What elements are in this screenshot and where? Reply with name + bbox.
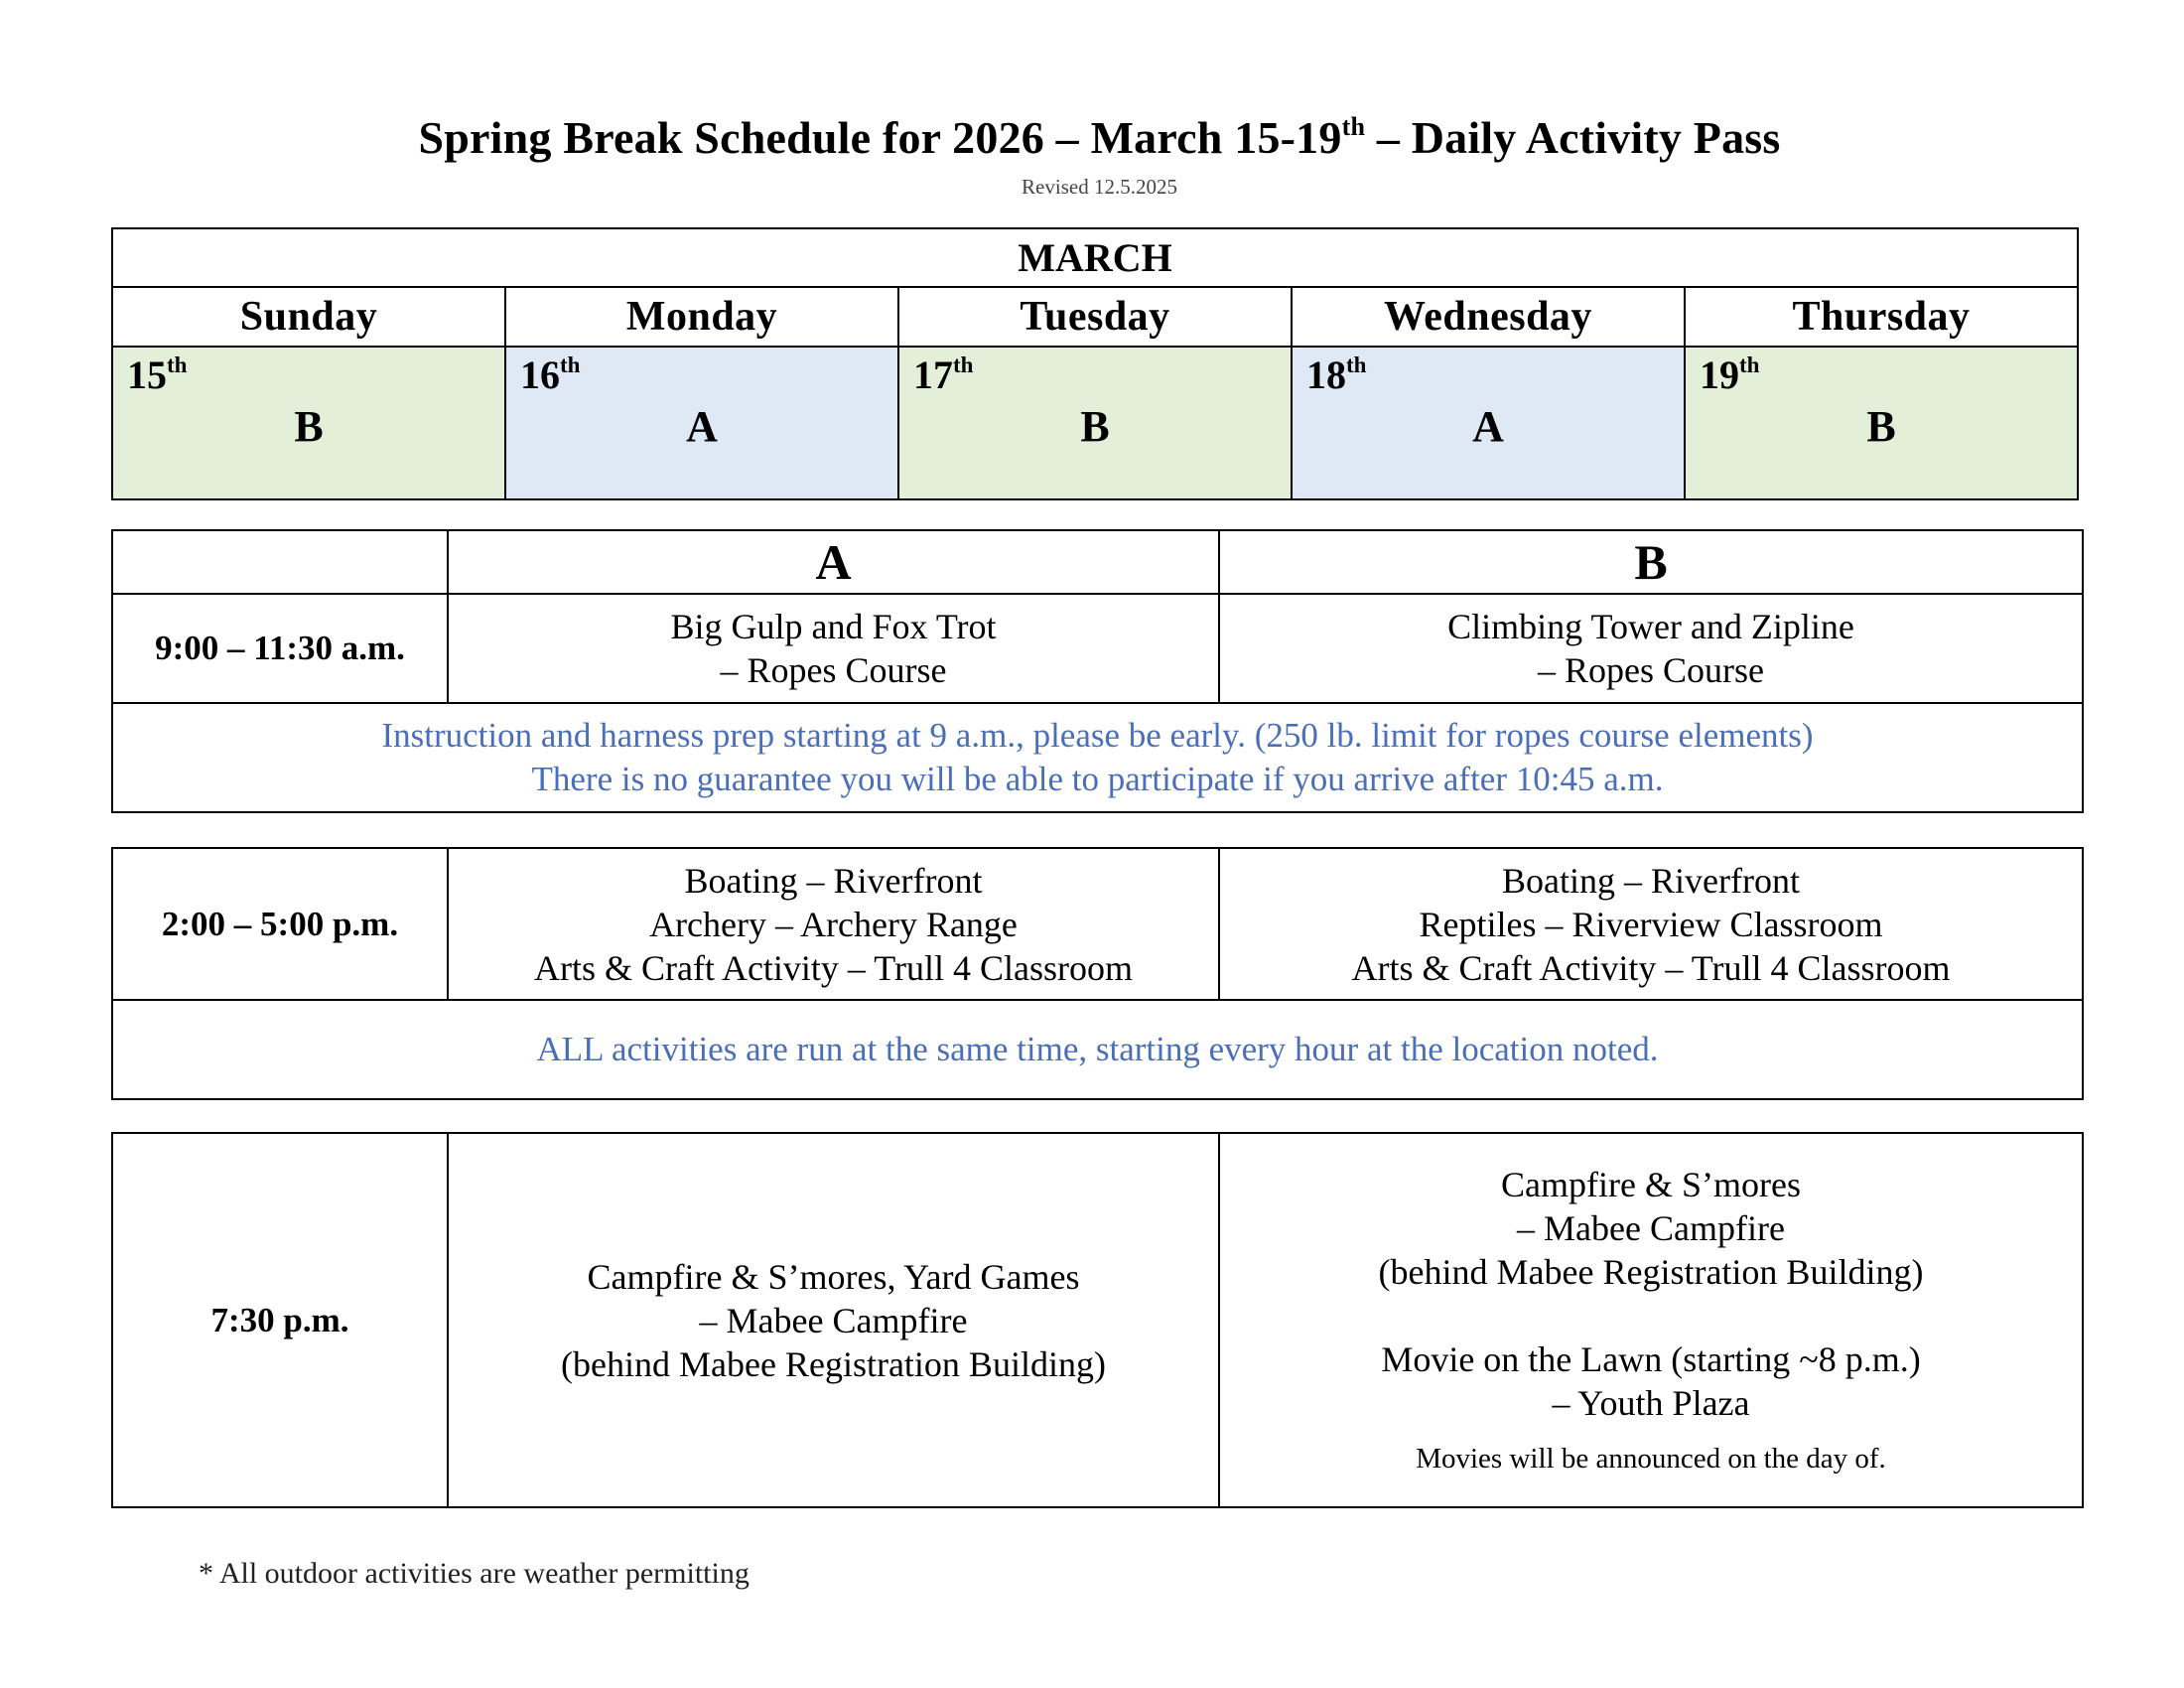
evening-schedule-table [111, 1132, 2084, 1508]
date-number: 17th [913, 352, 974, 397]
day-type: A [686, 402, 718, 451]
morning-a-activities [448, 594, 1219, 703]
activity-line: Boating – Riverfront [1502, 860, 1800, 901]
activity-line: (behind Mabee Registration Building) [561, 1343, 1106, 1384]
month-header: MARCH [112, 228, 2078, 287]
day-name-tuesday: Tuesday [898, 287, 1292, 347]
date-number: 16th [520, 352, 581, 397]
day-name-thursday: Thursday [1685, 287, 2078, 347]
day-type: B [294, 402, 324, 451]
afternoon-a-activities [448, 848, 1219, 1000]
evening-b-activities [1219, 1133, 2083, 1507]
note-line: Instruction and harness prep starting at 9 a.m., please be early. (250 lb. limit for ropes course elements) [381, 716, 1814, 755]
activity-line: Arts & Craft Activity – Trull 4 Classroom [533, 947, 1134, 988]
day-cell-16 [505, 347, 898, 499]
page-title: Spring Break Schedule for 2026 – March 15-19th – Daily Activity Pass [418, 112, 1781, 163]
day-type: A [1472, 402, 1504, 451]
day-cell-15 [112, 347, 505, 499]
afternoon-note: ALL activities are run at the same time, starting every hour at the location noted. [112, 1000, 2083, 1099]
activity-line: Big Gulp and Fox Trot [670, 607, 997, 646]
day-type: B [1866, 402, 1896, 451]
morning-note [112, 703, 2083, 812]
afternoon-schedule-table [111, 847, 2084, 1100]
weather-footnote: * All outdoor activities are weather permitting [199, 1557, 750, 1590]
column-b-header: B [1219, 530, 2083, 594]
day-name-wednesday: Wednesday [1292, 287, 1685, 347]
activity-line: – Mabee Campfire [699, 1300, 968, 1340]
day-cell-19 [1685, 347, 2078, 499]
morning-time: 9:00 – 11:30 a.m. [112, 594, 448, 703]
note-line: There is no guarantee you will be able to participate if you arrive after 10:45 a.m. [531, 760, 1664, 798]
day-type: B [1080, 402, 1110, 451]
day-cell-17 [898, 347, 1292, 499]
day-cell-18 [1292, 347, 1685, 499]
calendar-table [111, 227, 2079, 500]
activity-line: Arts & Craft Activity – Trull 4 Classroom [1351, 947, 1951, 988]
movie-note: Movies will be announced on the day of. [1416, 1442, 1886, 1475]
activity-line: Campfire & S’mores, Yard Games [587, 1256, 1080, 1297]
morning-b-activities [1219, 594, 2083, 703]
activity-line: – Ropes Course [720, 650, 947, 690]
date-number: 19th [1700, 352, 1760, 397]
activity-line: Boating – Riverfront [684, 860, 983, 901]
activity-line: Reptiles – Riverview Classroom [1419, 904, 1883, 944]
day-name-sunday: Sunday [112, 287, 505, 347]
revision-date: Revised 12.5.2025 [1022, 175, 1177, 199]
activity-line: Campfire & S’mores [1501, 1164, 1801, 1204]
activity-line: (behind Mabee Registration Building) [1378, 1251, 1924, 1292]
day-name-monday: Monday [505, 287, 898, 347]
activity-line: – Mabee Campfire [1517, 1207, 1785, 1248]
afternoon-b-activities [1219, 848, 2083, 1000]
blank-header-cell [112, 530, 448, 594]
morning-schedule-table [111, 529, 2084, 813]
column-a-header: A [448, 530, 1219, 594]
activity-line: Archery – Archery Range [649, 904, 1018, 944]
date-number: 15th [127, 352, 188, 397]
evening-a-activities [448, 1133, 1219, 1507]
activity-line: – Ropes Course [1538, 650, 1764, 690]
activity-line: Movie on the Lawn (starting ~8 p.m.) [1381, 1338, 1921, 1379]
evening-time: 7:30 p.m. [112, 1133, 448, 1507]
activity-line: – Youth Plaza [1552, 1382, 1750, 1423]
date-number: 18th [1306, 352, 1367, 397]
afternoon-time: 2:00 – 5:00 p.m. [112, 848, 448, 1000]
activity-line: Climbing Tower and Zipline [1447, 607, 1854, 646]
